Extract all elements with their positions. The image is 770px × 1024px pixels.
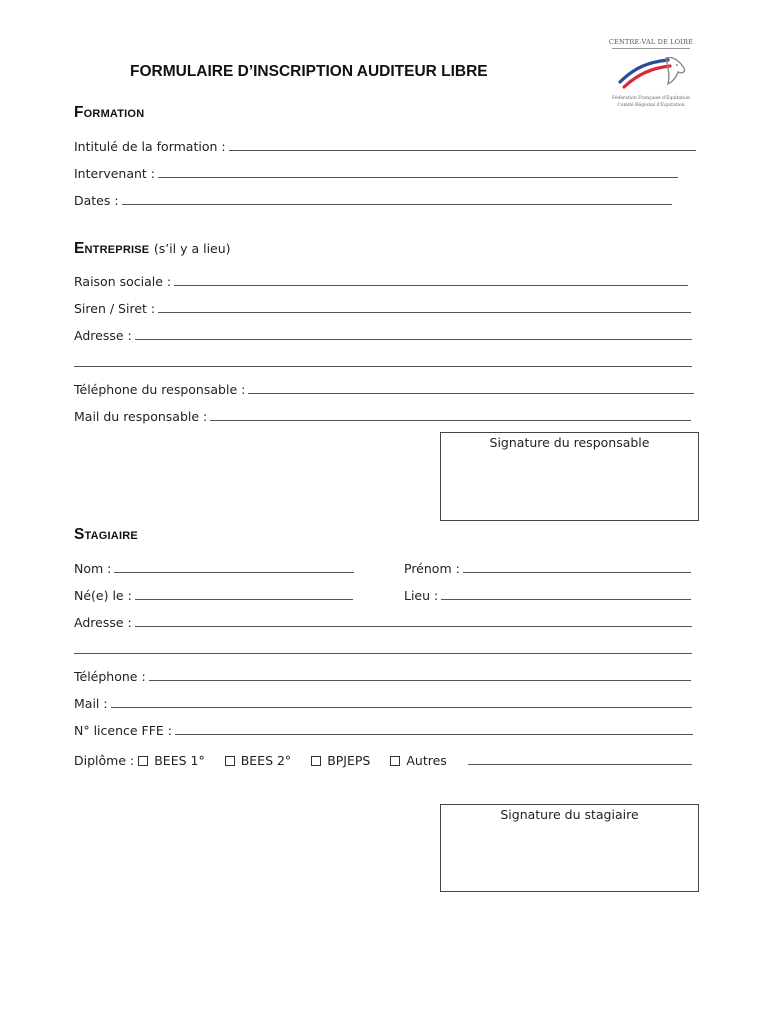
field-label: Né(e) le : [74,588,132,603]
field-raison-sociale[interactable] [74,271,688,289]
signature-responsable-label: Signature du responsable [489,435,650,450]
section-formation-heading: Formation [74,104,145,121]
field-label: Lieu : [404,588,439,603]
option-label: BEES 1° [154,753,205,768]
field-intitule-formation[interactable] [74,136,696,154]
signature-stagiaire-box[interactable] [440,804,699,892]
field-label: Mail : [74,696,108,711]
fill-line[interactable] [135,339,692,340]
signature-stagiaire-label: Signature du stagiaire [500,807,639,822]
field-siren-siret[interactable] [74,298,691,316]
field-label: Prénom : [404,561,460,576]
field-stagiaire-adresse[interactable] [74,612,692,630]
field-label: Intitulé de la formation : [74,139,226,154]
checkbox-icon[interactable] [390,756,400,766]
entreprise-adresse-line-2[interactable] [74,366,692,367]
stagiaire-adresse-line-2[interactable] [74,653,692,654]
fill-line[interactable] [248,393,694,394]
logo-federation-text: Fédération Française d'Équitation [611,96,691,101]
fill-line[interactable] [175,734,693,735]
section-stagiaire-heading: Stagiaire [74,526,138,543]
section-entreprise-title: Entreprise [74,240,150,257]
option-label: BPJEPS [327,753,371,768]
option-label: Autres [406,753,447,768]
diplome-label: Diplôme : [74,753,135,768]
option-label: BEES 2° [240,753,292,768]
field-label: Intervenant : [74,166,156,181]
field-stagiaire-telephone[interactable] [74,666,691,684]
field-telephone-responsable[interactable] [74,379,694,397]
field-label: Raison sociale : [74,274,172,289]
field-nom[interactable] [74,558,354,576]
field-label: Siren / Siret : [74,301,156,316]
field-mail-responsable[interactable] [74,406,691,424]
field-intervenant[interactable] [74,163,678,181]
ffe-logo [606,38,696,114]
field-label: Adresse : [74,615,132,630]
fill-line[interactable] [174,285,688,286]
section-entreprise-heading [74,240,231,258]
diplome-option-bees2[interactable] [223,753,291,768]
field-label: N° licence FFE : [74,723,173,738]
autres-fill-line[interactable] [468,764,692,765]
field-lieu-naissance[interactable] [404,585,691,603]
field-stagiaire-mail[interactable] [74,693,692,711]
diplome-option-bpjeps[interactable] [309,753,370,768]
checkbox-icon[interactable] [311,756,321,766]
fill-line[interactable] [111,707,692,708]
fill-line[interactable] [158,312,691,313]
field-licence-ffe[interactable] [74,720,693,738]
diplome-option-autres[interactable] [388,753,446,768]
fill-line[interactable] [114,572,354,573]
field-label: Dates : [74,193,119,208]
section-entreprise-note: (s’il y a lieu) [153,241,231,256]
fill-line[interactable] [149,680,691,681]
logo-committee-text: Comité Régional d'Équitation [617,103,685,108]
fill-line[interactable] [135,599,353,600]
diplome-option-bees1[interactable] [136,753,204,768]
field-label: Adresse : [74,328,132,343]
fill-line[interactable] [463,572,691,573]
field-dates[interactable] [74,190,672,208]
fill-line[interactable] [441,599,691,600]
checkbox-icon[interactable] [138,756,148,766]
logo-region-text: CENTRE-VAL DE LOIRE [608,38,694,46]
field-prenom[interactable] [404,558,691,576]
fill-line[interactable] [210,420,691,421]
field-entreprise-adresse[interactable] [74,325,692,343]
logo-rule [612,48,690,49]
fill-line[interactable] [158,177,678,178]
fill-line[interactable] [229,150,696,151]
checkbox-icon[interactable] [225,756,235,766]
fill-line[interactable] [122,204,672,205]
field-diplome [74,750,692,768]
fill-line[interactable] [135,626,692,627]
document-title: FORMULAIRE D’INSCRIPTION AUDITEUR LIBRE [130,63,488,80]
signature-responsable-box[interactable] [440,432,699,521]
horse-head-icon [616,52,688,92]
field-label: Téléphone : [74,669,146,684]
field-date-naissance[interactable] [74,585,353,603]
field-label: Nom : [74,561,112,576]
field-label: Mail du responsable : [74,409,208,424]
field-label: Téléphone du responsable : [74,382,246,397]
